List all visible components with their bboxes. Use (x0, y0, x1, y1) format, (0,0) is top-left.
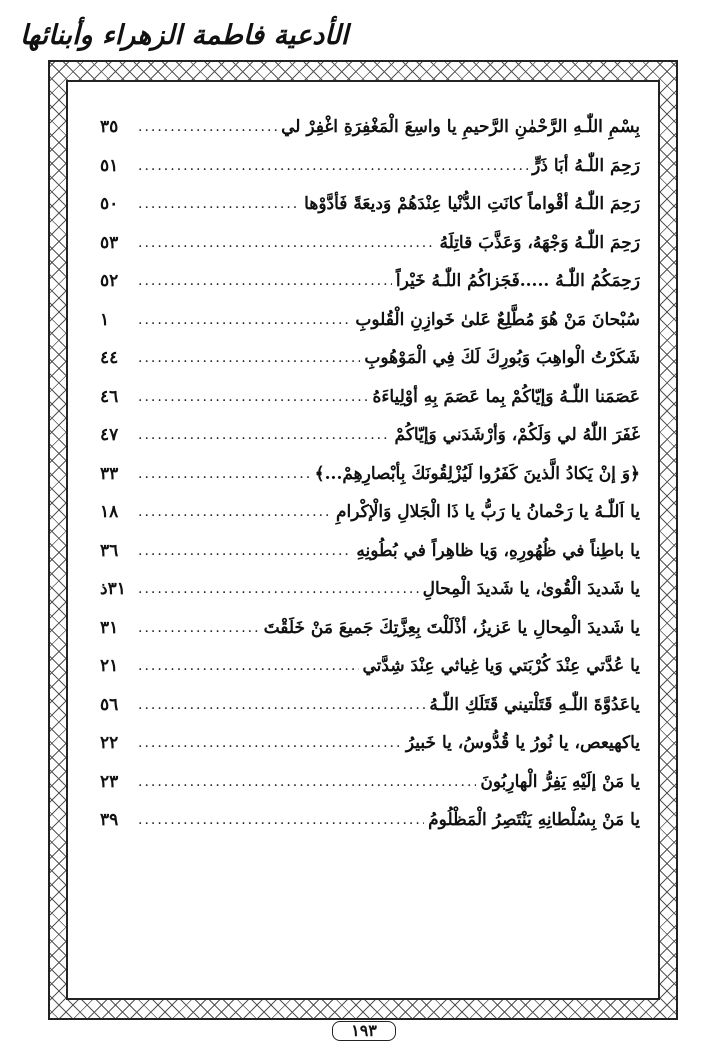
index-entry (100, 301, 640, 340)
dot-leader (138, 272, 392, 290)
entry-page-number: ٤٧ (100, 425, 119, 446)
index-entry (100, 416, 640, 455)
entry-page-number: ٣١ (100, 617, 119, 638)
index-entry (100, 686, 640, 725)
entry-text: يا شَديدَ الْقُوىٰ، يا شَديدَ الْمِحالِ (422, 579, 640, 600)
entry-text: ياكهيعص، يا نُورُ يا قُدُّوسُ، يا خَبيرُ (405, 733, 640, 754)
entry-text: عَصَمَنا اللّٰـهُ وَإيّاكُمْ بِما عَصَمَ بِهِ أوْلِياءَهُ (372, 386, 640, 407)
index-entry (100, 108, 640, 147)
index-entry (100, 647, 640, 686)
entry-page-number: ٥١ (100, 155, 119, 176)
index-entry (100, 185, 640, 224)
dot-leader (138, 465, 311, 483)
index-entry (100, 262, 640, 301)
dot-leader (138, 773, 476, 791)
index-entry (100, 147, 640, 186)
index-entry (100, 493, 640, 532)
index-entry (100, 224, 640, 263)
dot-leader (138, 349, 360, 367)
entry-page-number: ٢٢ (100, 733, 119, 754)
entry-text: شَكَرْتُ الْواهِبَ وَبُورِكَ لَكَ فِي الْمَوْهُوبِ (364, 348, 640, 369)
entry-text: يا شَديدَ الْمِحالِ يا عَزيزُ، أذْلَلْتَ بِعِزَّتِكَ جَميعَ مَنْ خَلَقْتَ (263, 617, 640, 638)
index-entry (100, 532, 640, 571)
entry-text: يا عُدَّتي عِنْدَ كُرْبَتي وَيا غِياثي عِنْدَ شِدَّتي (362, 656, 640, 677)
entry-page-number: ٣٣ (100, 463, 119, 484)
index-entry (100, 724, 640, 763)
index-entry (100, 801, 640, 840)
entry-text: غَفَرَ اللّٰهُ لي وَلَكُمْ، وَأرْشَدَني وَإيّاكُمْ (394, 425, 640, 446)
entry-page-number: ٣١ذ (100, 579, 126, 600)
entry-text: رَحِمَ اللّٰـهُ وَجْهَهُ، وَعَذَّبَ قاتِلَهُ (439, 232, 640, 253)
book-title: الأدعية فاطمة الزهراء وأبنائها (20, 20, 349, 51)
dot-leader (138, 388, 368, 406)
entry-text: رَحِمَ اللّٰـهُ أبَا ذَرٍّ (532, 155, 640, 176)
entry-page-number: ١٨ (100, 502, 119, 523)
entry-page-number: ٣٩ (100, 810, 119, 831)
entry-text: رَحِمَ اللّٰـهُ أقْواماً كانَتِ الدُّنْيا عِنْدَهُمْ وَديعَةً فَأدَّوْها (304, 194, 640, 215)
dot-leader (138, 311, 351, 329)
entry-text: يا اَللّٰـهُ يا رَحْمانُ يا رَبُّ يا ذَا الْجَلالِ وَالْإكْرامِ (336, 502, 640, 523)
entry-page-number: ٣٥ (100, 117, 119, 138)
entry-text: رَحِمَكُمُ اللّٰـهُ .....فَجَزاكُمُ اللّٰـهُ خَيْراً (395, 271, 640, 292)
dot-leader (138, 426, 391, 444)
entry-page-number: ١ (100, 309, 110, 330)
entry-page-number: ٤٦ (100, 386, 119, 407)
entry-page-number: ٥٢ (100, 271, 119, 292)
entry-text: ﴿وَ إنْ يَكادُ الَّذينَ كَفَرُوا لَيُزْلِقُونَكَ بِأبْصارِهِمْ...﴾ (314, 464, 640, 485)
entry-page-number: ٥٦ (100, 694, 119, 715)
entry-text: يا مَنْ إلَيْهِ يَفِرُّ الْهارِبُونَ (480, 771, 640, 792)
dot-leader (138, 696, 425, 714)
dot-leader (138, 619, 260, 637)
dot-leader (138, 118, 277, 136)
entry-page-number: ٢١ (100, 656, 119, 677)
dot-leader (138, 580, 419, 598)
page-number: ١٩٣ (332, 1021, 396, 1041)
entry-text: بِسْمِ اللّٰـهِ الرَّحْمٰنِ الرَّحيمِ يا واسِعَ الْمَغْفِرَةِ اغْفِرْ لي (281, 117, 640, 138)
entry-page-number: ٣٦ (100, 540, 119, 561)
index-entry (100, 570, 640, 609)
entry-text: يا مَنْ بِسُلْطانِهِ يَنْتَصِرُ الْمَظْلُومُ (428, 810, 640, 831)
entry-page-number: ٢٣ (100, 771, 119, 792)
index-entry (100, 378, 640, 417)
dot-leader (138, 657, 359, 675)
entry-page-number: ٥٣ (100, 232, 119, 253)
entry-page-number: ٥٠ (100, 194, 119, 215)
dot-leader (138, 734, 402, 752)
entry-text: سُبْحانَ مَنْ هُوَ مُطَّلِعٌ عَلىٰ خَوازِنِ الْقُلوبِ (355, 309, 640, 330)
entry-page-number: ٤٤ (100, 348, 119, 369)
dot-leader (138, 195, 300, 213)
index-entry (100, 339, 640, 378)
entry-text: يا باطِناً في ظُهُورِهِ، وَيا ظاهِراً في بُطُونِهِ (356, 540, 640, 561)
dot-leader (138, 542, 352, 560)
index-list (100, 108, 640, 840)
entry-text: ياعَدُوَّةَ اللّٰـهِ قَتَلْتيني قَتَلَكِ اللّٰـهُ (429, 694, 640, 715)
index-entry (100, 455, 640, 494)
dot-leader (138, 503, 332, 521)
index-entry (100, 609, 640, 648)
dot-leader (138, 157, 528, 175)
dot-leader (138, 811, 424, 829)
dot-leader (138, 234, 435, 252)
index-entry (100, 763, 640, 802)
